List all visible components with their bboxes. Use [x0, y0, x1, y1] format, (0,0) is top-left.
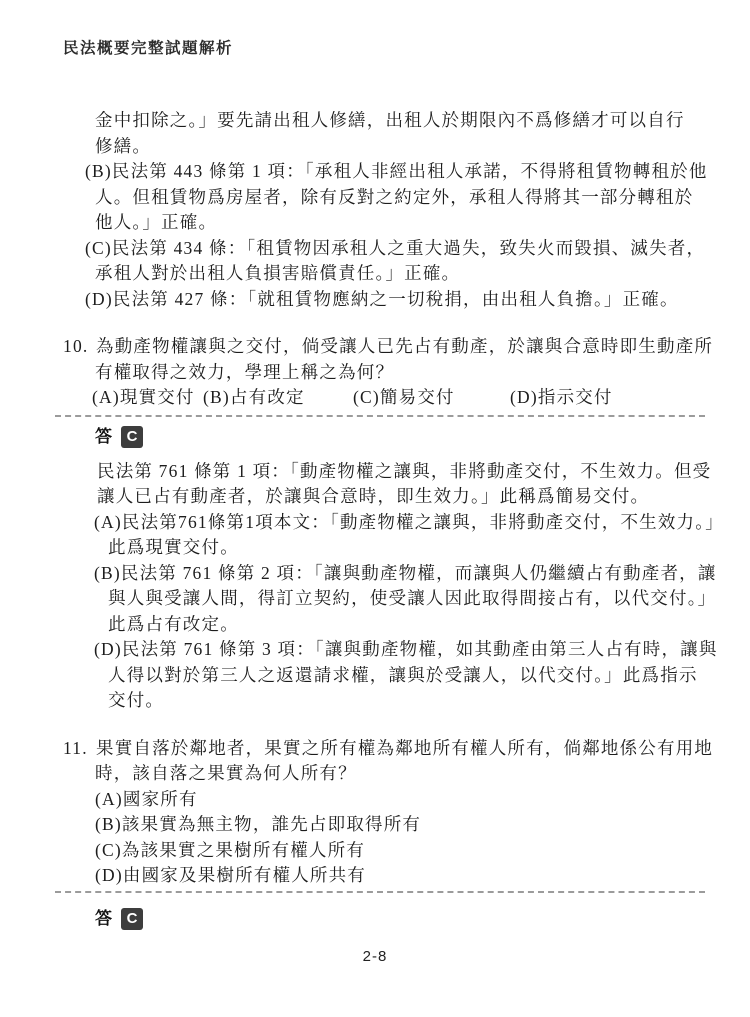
explanation-line: 此爲占有改定。 [108, 613, 239, 634]
dashed-separator [55, 891, 705, 893]
question-text: 果實自落於鄰地者，果實之所有權為鄰地所有權人所有，倘鄰地係公有用地 [96, 737, 714, 758]
dashed-separator [55, 415, 705, 417]
question-number: 11. [63, 737, 88, 758]
option-a: (A)國家所有 [95, 788, 198, 809]
answer-row-q10 [63, 425, 705, 449]
explanation-line: 人得以對於第三人之返還請求權，讓與於受讓人，以代交付。」此爲指示 [108, 664, 698, 685]
explanation-option-line: (D)民法第 761 條第 3 項：「讓與動產物權，如其動產由第三人占有時，讓與 [94, 639, 718, 659]
question-first-line [63, 334, 714, 360]
option-b: (B)該果實為無主物，誰先占即取得所有 [95, 814, 422, 834]
option-c: (C)簡易交付 [353, 387, 455, 407]
book-title: 民法概要完整試題解析 [63, 40, 234, 57]
explanation-line: 與人與受讓人間，得訂立契約，使受讓人因此取得間接占有，以代交付。」 [108, 588, 717, 608]
explanation-q10 [63, 459, 724, 714]
text-line: 金中扣除之。」要先請出租人修繕，出租人於期限內不爲修繕才可以自行 [95, 110, 685, 130]
option-c: (C)為該果實之果樹所有權人所有 [95, 839, 366, 860]
question-text: 為動產物權讓與之交付，倘受讓人已先占有動產，於讓與合意時即生動產所 [96, 336, 714, 356]
explanation-line: 交付。 [108, 690, 165, 710]
option-line: (D)民法第 427 條：「就租賃物應納之一切稅捐，由出租人負擔。」正確。 [85, 288, 679, 309]
text-line: 承租人對於出租人負損害賠償責任。」正確。 [95, 263, 461, 283]
option-d: (D)指示交付 [510, 387, 613, 407]
option-b: (B)占有改定 [203, 387, 305, 407]
page-number: 2-8 [362, 948, 388, 965]
question-text: 有權取得之效力，學理上稱之為何？ [95, 361, 395, 382]
page-content [63, 108, 724, 931]
answer-badge: C [121, 908, 143, 930]
question-text: 時，該自落之果實為何人所有？ [95, 763, 357, 783]
question-10 [63, 334, 714, 411]
explanation-option-line: (A)民法第761條第1項本文：「動產物權之讓與，非將動產交付，不生效力。」 [94, 511, 724, 532]
question-options [63, 385, 705, 411]
explanation-option-line: (B)民法第 761 條第 2 項：「讓與動產物權，而讓與人仍繼續占有動產者，讓 [94, 562, 717, 583]
answer-label: 答 [95, 426, 112, 446]
text-line: 他人。」正確。 [95, 212, 218, 232]
answer-row-q11 [63, 907, 705, 931]
question-first-line [63, 736, 714, 762]
question-number: 10. [63, 336, 89, 356]
question-11 [63, 736, 714, 889]
explanation-line: 民法第 761 條第 1 項：「動產物權之讓與，非將動產交付，不生效力。但受 [97, 460, 712, 481]
explanation-line: 此爲現實交付。 [108, 537, 239, 557]
text-line: 人。但租賃物爲房屋者，除有反對之約定外，承租人得將其一部分轉租於 [95, 186, 694, 207]
option-line: (C)民法第 434 條：「租賃物因承租人之重大過失，致失火而毀損、滅失者， [85, 237, 706, 258]
option-d: (D)由國家及果樹所有權人所共有 [95, 865, 366, 885]
text-line: 修繕。 [95, 135, 152, 156]
answer-label: 答 [95, 908, 112, 928]
option-a: (A)現實交付 [92, 387, 195, 407]
previous-answer-block [63, 108, 708, 312]
option-line: (B)民法第 443 條第 1 項：「承租人非經出租人承諾，不得將租賃物轉租於他 [85, 161, 708, 181]
answer-badge: C [121, 426, 143, 448]
explanation-line: 讓人已占有動產者，於讓與合意時，即生效力。」此稱爲簡易交付。 [97, 486, 650, 506]
